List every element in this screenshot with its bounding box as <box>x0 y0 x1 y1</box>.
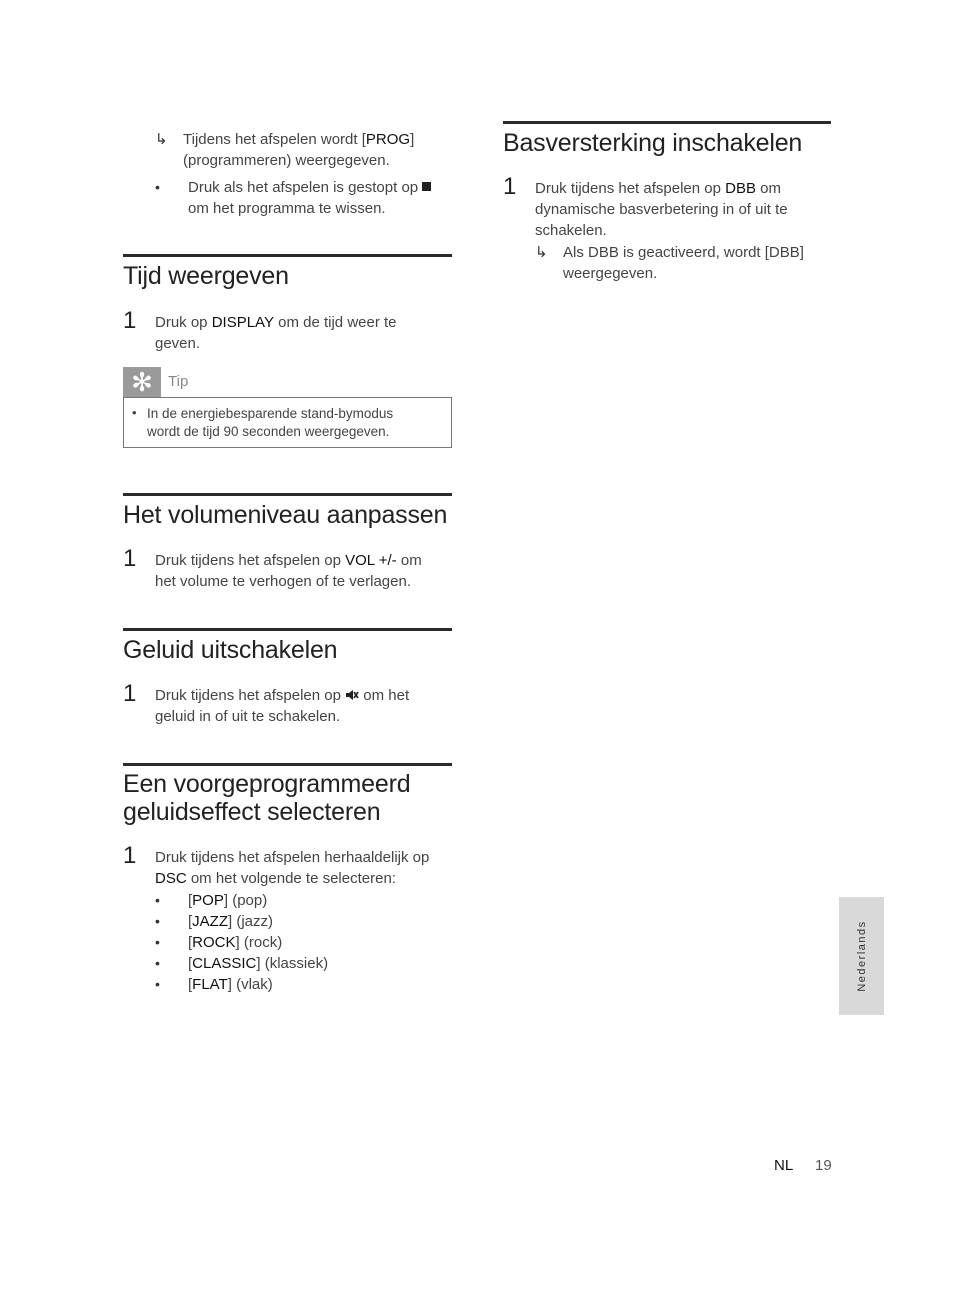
tip-line2: wordt de tijd 90 seconden weergegeven. <box>147 424 390 439</box>
step-number: 1 <box>123 545 137 572</box>
list-item <box>155 974 452 995</box>
section-rule-volume <box>123 493 452 496</box>
option-keyword: CLASSIC <box>192 955 257 972</box>
tip-text <box>147 405 443 441</box>
step-number: 1 <box>503 173 517 200</box>
option-desc: (vlak) <box>236 976 273 993</box>
prog-clear-line1: Druk als het afspelen is gestopt op <box>188 179 419 196</box>
tip-box <box>123 397 452 448</box>
dbb-keyword: DBB <box>725 180 756 197</box>
step-text-line3: schakelen. <box>535 222 607 239</box>
prog-keyword: PROG <box>365 131 411 148</box>
list-item <box>155 911 452 932</box>
step-text-pre: Druk op <box>155 314 212 331</box>
section-rule-dsc <box>123 763 452 766</box>
section-title-dsc <box>123 770 452 826</box>
option-keyword: POP <box>192 892 224 909</box>
step-number: 1 <box>123 842 137 869</box>
step-text-pre: Druk tijdens het afspelen op <box>155 687 346 704</box>
option-desc: (rock) <box>243 934 283 951</box>
bullet-dot: • <box>155 976 160 992</box>
prog-result-line2: (programmeren) weergegeven. <box>183 152 390 169</box>
prog-result-item <box>155 129 452 171</box>
result-arrow-icon: ↳ <box>535 244 548 261</box>
language-tab-label: Nederlands <box>855 920 868 992</box>
section-rule-tijd <box>123 254 452 257</box>
section-title-dbb: Basversterking inschakelen <box>503 129 803 157</box>
option-keyword: JAZZ <box>192 913 229 930</box>
list-item <box>155 890 452 911</box>
step-text-line2: het volume te verhogen of te verlagen. <box>155 573 411 590</box>
section-title-volume: Het volumeniveau aanpassen <box>123 501 448 529</box>
bullet-dot: • <box>155 913 160 929</box>
step-text-line2: geluid in of uit te schakelen. <box>155 708 341 725</box>
step-number: 1 <box>123 307 137 334</box>
option-desc: (pop) <box>232 892 268 909</box>
prog-clear-line2: om het programma te wissen. <box>188 200 386 217</box>
list-item <box>155 953 452 974</box>
option-keyword: ROCK <box>192 934 236 951</box>
mute-speaker-icon <box>345 689 359 701</box>
option-text: [ROCK] (rock) <box>188 934 283 951</box>
result-arrow-icon: ↳ <box>155 131 168 148</box>
step-number: 1 <box>123 680 137 707</box>
section-title-mute: Geluid uitschakelen <box>123 636 338 664</box>
step-text-pre: Druk tijdens het afspelen op <box>155 552 346 569</box>
section-title-line1: Een voorgeprogrammeerd <box>123 770 411 798</box>
option-desc: (jazz) <box>236 913 274 930</box>
option-text: [CLASSIC] (klassiek) <box>188 955 329 972</box>
step-text-tijd <box>155 312 452 354</box>
vol-keyword: VOL +/- <box>345 552 397 569</box>
bullet-dot: • <box>155 179 160 195</box>
step-text-line1: Druk tijdens het afspelen herhaaldelijk op <box>155 849 430 866</box>
step-text-line2: dynamische basverbetering in of uit te <box>535 201 788 218</box>
prog-result-text-end: ] <box>410 131 415 148</box>
option-text: [FLAT] (vlak) <box>188 976 273 993</box>
option-text: [JAZZ] (jazz) <box>188 913 274 930</box>
list-item <box>155 932 452 953</box>
step-text-line2: geven. <box>155 335 201 352</box>
step-text-volume <box>155 550 452 592</box>
section-rule-mute <box>123 628 452 631</box>
section-rule-dbb <box>503 121 831 124</box>
option-text: [POP] (pop) <box>188 892 268 909</box>
option-desc: (klassiek) <box>264 955 329 972</box>
bullet-dot: • <box>155 934 160 950</box>
step-text-post: om het <box>359 687 410 704</box>
dbb-result-line2: weergegeven. <box>563 265 658 282</box>
bullet-dot: • <box>155 955 160 971</box>
stop-square-icon <box>422 182 431 191</box>
option-keyword: FLAT <box>192 976 228 993</box>
tip-label: Tip <box>168 373 189 390</box>
step-text-dsc <box>155 847 455 889</box>
step-text-mute <box>155 685 452 727</box>
step-text-post: om de tijd weer te <box>273 314 397 331</box>
page-number: 19 <box>815 1157 832 1174</box>
section-title-line2: geluidseffect selecteren <box>123 798 381 826</box>
step-text-post: om <box>755 180 781 197</box>
tip-line1: In de energiebesparende stand-bymodus <box>147 406 394 421</box>
step-text-post: om het volgende te selecteren: <box>186 870 396 887</box>
prog-result-text: Tijdens het afspelen wordt [ <box>183 131 366 148</box>
language-side-tab <box>839 897 884 1015</box>
prog-clear-item <box>155 177 452 219</box>
tip-header <box>123 367 452 397</box>
dsc-keyword: DSC <box>155 870 187 887</box>
step-text-dbb <box>535 178 831 241</box>
dsc-options-list <box>155 890 452 995</box>
dbb-result-line1: Als DBB is geactiveerd, wordt [DBB] <box>563 244 804 261</box>
asterisk-star-icon: ✻ <box>123 367 161 397</box>
bullet-dot: • <box>155 892 160 908</box>
display-keyword: DISPLAY <box>211 314 274 331</box>
footer-language: NL <box>774 1157 794 1174</box>
step-text-pre: Druk tijdens het afspelen op <box>535 180 726 197</box>
bullet-dot: • <box>132 405 137 420</box>
dbb-result-item <box>535 242 831 284</box>
section-title-tijd: Tijd weergeven <box>123 262 289 290</box>
step-text-post: om <box>396 552 422 569</box>
